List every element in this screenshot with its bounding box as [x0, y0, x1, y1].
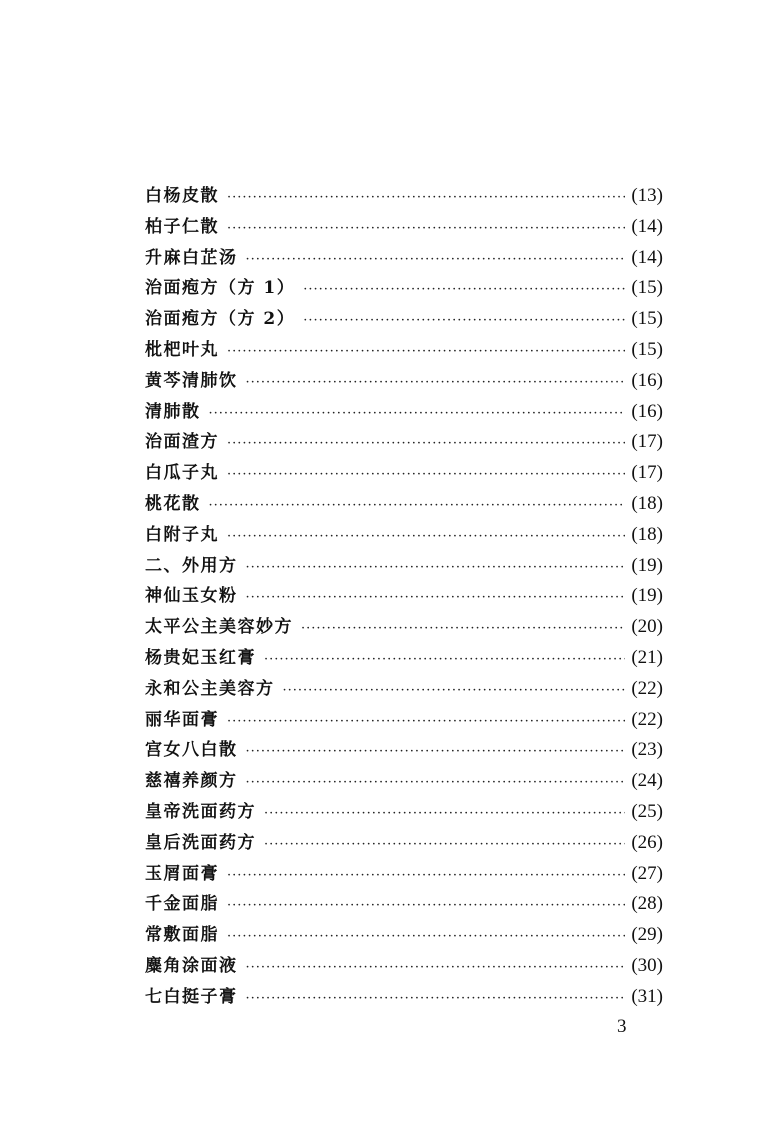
toc-entry-page: (25) — [631, 800, 663, 822]
toc-entry — [145, 920, 663, 951]
dot-leader — [246, 245, 626, 276]
dot-leader — [227, 337, 625, 368]
toc-entry — [145, 766, 663, 797]
toc-entry-page: (21) — [631, 646, 663, 668]
toc-entry-page: (17) — [631, 431, 663, 453]
toc-entry — [145, 951, 663, 982]
toc-entry-page: (16) — [631, 369, 663, 391]
toc-entry-title: 宫女八白散 — [145, 740, 238, 761]
toc-entry — [145, 705, 663, 736]
toc-entry-page: (22) — [631, 677, 663, 699]
toc-entry-title: 枇杷叶丸 — [145, 339, 219, 360]
dot-leader — [301, 614, 625, 645]
toc-entry-page: (26) — [631, 831, 663, 853]
dot-leader — [227, 922, 625, 953]
dot-leader — [209, 491, 626, 522]
toc-entry — [145, 674, 663, 705]
toc-entry-title: 白杨皮散 — [145, 186, 219, 206]
dot-leader — [227, 891, 625, 922]
toc-entry — [145, 458, 663, 489]
toc-entry-page: (15) — [631, 277, 663, 299]
toc-entry-title: 神仙玉女粉 — [145, 586, 238, 607]
dot-leader — [227, 460, 625, 491]
toc-entry-title: 治面渣方 — [145, 432, 219, 453]
toc-entry-title: 二、外用方 — [145, 555, 238, 576]
toc-entry — [145, 243, 663, 274]
toc-entry — [145, 859, 663, 890]
toc-entry-page: (29) — [631, 924, 663, 946]
toc-entry-title: 永和公主美容方 — [145, 678, 275, 699]
dot-leader — [246, 737, 626, 768]
toc-entry-title: 常敷面脂 — [145, 925, 219, 946]
toc-entry-title: 柏子仁散 — [145, 216, 219, 237]
dot-leader — [246, 953, 626, 984]
toc-entry — [145, 397, 663, 428]
toc-entry-page: (23) — [631, 739, 663, 761]
dot-leader — [264, 799, 625, 830]
dot-leader — [227, 429, 625, 460]
toc-entry — [145, 889, 663, 920]
toc-entry — [145, 982, 663, 1013]
toc-entry-page: (15) — [631, 338, 663, 360]
toc-entry-title: 麋角涂面液 — [145, 955, 238, 976]
toc-entry-title: 玉屑面膏 — [145, 863, 219, 884]
toc-entry — [145, 581, 663, 612]
dot-leader — [264, 645, 625, 676]
toc-entry-title: 升麻白芷汤 — [145, 247, 238, 268]
dot-leader — [209, 399, 626, 430]
toc-entry — [145, 212, 663, 243]
toc-entry-page: (19) — [631, 585, 663, 607]
toc-entry-page: (31) — [631, 985, 663, 1007]
toc-entry-title: 白附子丸 — [145, 524, 219, 545]
toc-entry-title: 治面疱方（方 1） — [145, 278, 296, 299]
toc-entry-title: 千金面脂 — [145, 894, 219, 915]
dot-leader — [246, 583, 626, 614]
toc-entry-title: 太平公主美容妙方 — [145, 617, 293, 638]
toc-entry-page: (27) — [631, 862, 663, 884]
toc-entry-title: 丽华面膏 — [145, 709, 219, 730]
dot-leader — [246, 553, 626, 584]
toc-entry-title: 桃花散 — [145, 493, 201, 514]
toc-entry — [145, 828, 663, 859]
toc-entry-page: (14) — [631, 246, 663, 268]
toc-entry-page: (19) — [631, 554, 663, 576]
toc-entry-title: 七白挺子膏 — [145, 986, 238, 1007]
toc-entry-title: 清肺散 — [145, 401, 201, 422]
toc-entry-page: (20) — [631, 616, 663, 638]
dot-leader — [227, 214, 625, 245]
dot-leader — [227, 861, 625, 892]
toc-entry — [145, 181, 663, 212]
table-of-contents — [145, 181, 663, 1013]
toc-entry-page: (14) — [631, 215, 663, 237]
dot-leader — [227, 183, 625, 214]
toc-entry-page: (16) — [631, 400, 663, 422]
toc-entry — [145, 335, 663, 366]
toc-entry-page: (15) — [631, 308, 663, 330]
toc-entry-title: 皇后洗面药方 — [145, 832, 256, 853]
toc-entry-page: (24) — [631, 770, 663, 792]
toc-entry-title: 皇帝洗面药方 — [145, 801, 256, 822]
toc-entry-title: 慈禧养颜方 — [145, 771, 238, 792]
toc-entry — [145, 489, 663, 520]
dot-leader — [246, 368, 626, 399]
toc-entry — [145, 304, 663, 335]
dot-leader — [227, 707, 625, 738]
toc-entry-page: (30) — [631, 954, 663, 976]
toc-entry — [145, 427, 663, 458]
toc-entry-page: (18) — [631, 492, 663, 514]
dot-leader — [246, 984, 626, 1015]
toc-entry — [145, 273, 663, 304]
toc-entry-title: 杨贵妃玉红膏 — [145, 647, 256, 668]
dot-leader — [303, 275, 625, 306]
dot-leader — [264, 830, 625, 861]
toc-entry-title: 白瓜子丸 — [145, 463, 219, 484]
toc-entry-title: 黄芩清肺饮 — [145, 370, 238, 391]
page-number: 3 — [617, 1016, 627, 1037]
toc-entry — [145, 366, 663, 397]
toc-entry — [145, 797, 663, 828]
toc-entry — [145, 551, 663, 582]
toc-entry-page: (17) — [631, 462, 663, 484]
toc-entry — [145, 643, 663, 674]
dot-leader — [227, 522, 625, 553]
toc-entry — [145, 612, 663, 643]
dot-leader — [246, 768, 626, 799]
toc-entry-page: (18) — [631, 523, 663, 545]
dot-leader — [283, 676, 626, 707]
toc-entry — [145, 520, 663, 551]
toc-entry — [145, 735, 663, 766]
toc-entry-page: (13) — [631, 185, 663, 206]
toc-entry-title: 治面疱方（方 2） — [145, 309, 296, 330]
dot-leader — [303, 306, 625, 337]
toc-entry-page: (22) — [631, 708, 663, 730]
toc-entry-page: (28) — [631, 893, 663, 915]
